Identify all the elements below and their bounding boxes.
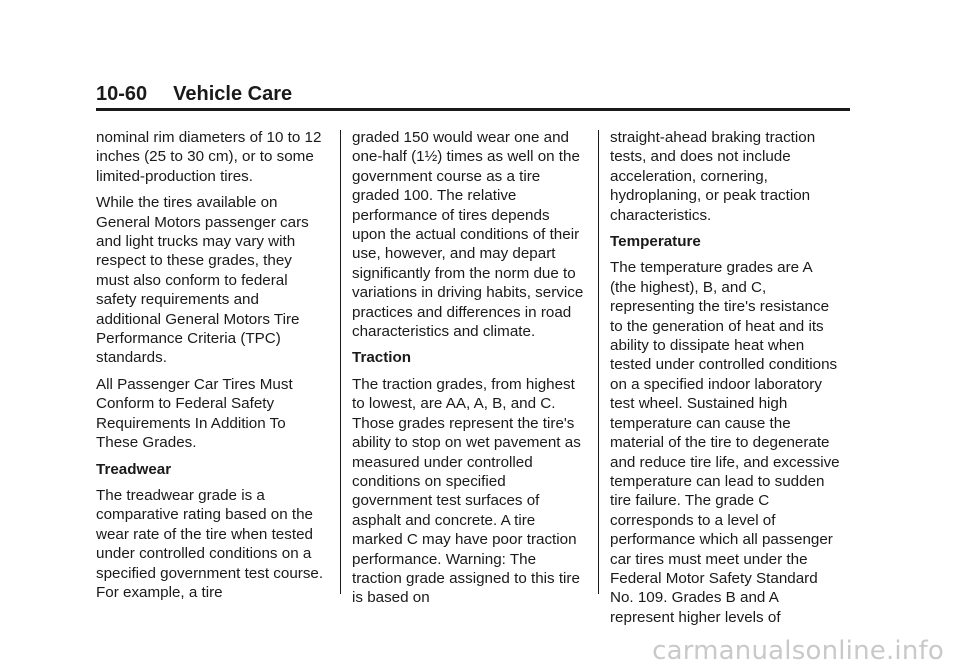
paragraph: graded 150 would wear one and one-half (1½) times as well on the government course as a tire graded 100. The relative performance of tires depends upon the actual conditions of their use, however, and may depart significantly from the norm due to variations in driving habits, service practices and differences in road characteristics and climate. — [352, 129, 584, 341]
subheading: Traction — [352, 349, 412, 367]
column-divider — [340, 130, 341, 594]
page-header — [96, 80, 850, 111]
column-2 — [352, 128, 584, 615]
page-number: 10-60 — [96, 83, 148, 105]
column-3 — [610, 128, 842, 634]
column-1 — [96, 128, 328, 609]
watermark-text: carmanualsonline.info — [652, 636, 944, 666]
subheading: Treadwear — [96, 460, 172, 478]
paragraph: The treadwear grade is a comparative rating based on the wear rate of the tire when tested under controlled conditions on a specified government test course. For example, a tire — [96, 486, 324, 601]
paragraph: All Passenger Car Tires Must Conform to Federal Safety Requirements In Addition To These Grades. — [96, 375, 293, 452]
paragraph: nominal rim diameters of 10 to 12 inches (25 to 30 cm), or to some limited-production tires. — [96, 129, 322, 185]
paragraph: While the tires available on General Motors passenger cars and light trucks may vary with respect to these grades, they must also conform to federal safety requirements and additional General Motors Tire Performance Criteria (TPC) standards. — [96, 194, 309, 367]
section-title: Vehicle Care — [173, 83, 293, 105]
paragraph: The temperature grades are A (the highest), B, and C, representing the tire's resistance to the generation of heat and its ability to dissipate heat when tested under controlled conditions on a specified indoor laboratory test wheel. Sustained high temperature can cause the material of the tire to degenerate and reduce tire life, and excessive temperature can lead to sudden tire failure. The grade C corresponds to a level of performance which all passenger car tires must meet under the Federal Motor Safety Standard No. 109. Grades B and A represent higher levels of — [610, 259, 840, 626]
text-columns — [96, 128, 856, 626]
column-divider — [598, 130, 599, 594]
subheading: Temperature — [610, 233, 701, 251]
paragraph: The traction grades, from highest to lowest, are AA, A, B, and C. Those grades represent the tire's ability to stop on wet pavement as measured under controlled conditions on specified government test surfaces of asphalt and concrete. A tire marked C may have poor traction performance. Warning: The traction grade assigned to this tire is based on — [352, 375, 581, 607]
paragraph: straight-ahead braking traction tests, and does not include acceleration, cornering, hydroplaning, or peak traction characteristics. — [610, 129, 816, 224]
